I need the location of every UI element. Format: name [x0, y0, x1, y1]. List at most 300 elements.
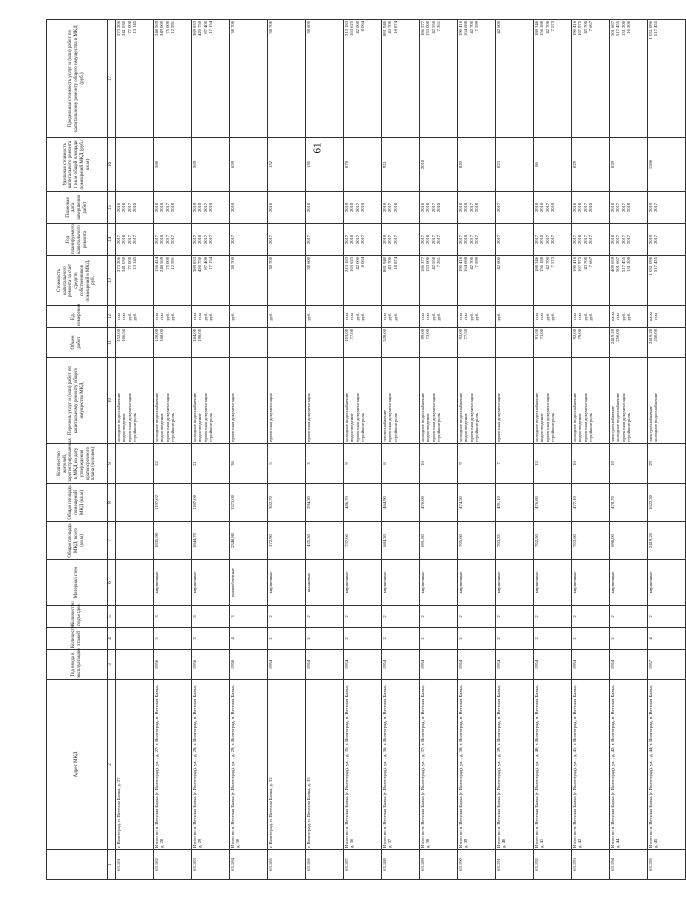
completion-date-line: 2018: [610, 202, 615, 213]
total-area-cell: 435,50: [306, 522, 344, 560]
units-cell: [534, 306, 572, 328]
work-types-line: стройконтроль: [473, 413, 479, 442]
year-built-cell: 1954: [534, 650, 572, 680]
work-types-line: проектная документация: [354, 393, 360, 442]
plan-year-line: 2017: [154, 234, 159, 245]
completion-date-cell: [306, 192, 344, 224]
units-line: п.м: [154, 313, 159, 320]
limit-cost-line: 153 000: [425, 21, 431, 36]
units-line: п.м: [192, 313, 197, 320]
completion-date-line: 2017: [544, 202, 550, 213]
wall-material-cell: кирпичные: [192, 560, 230, 606]
units-line: руб.: [207, 312, 213, 321]
work-types-line: электроснабжение: [648, 405, 653, 442]
address-cell: Итого по п. Веселая Балка (г. Волгоград), ул. , д. 27; г. Волгоград, п. Веселая Балка, д. 28: [154, 680, 192, 850]
limit-cost-line: 389 833: [192, 21, 197, 36]
plan-year-line: 2017: [544, 234, 550, 245]
units-line: п.м: [116, 313, 121, 320]
premises-area-cell: 486,70: [344, 484, 382, 522]
cost-cell: [458, 256, 496, 306]
column-number-17: 17: [108, 20, 116, 138]
work-types-line: водоотведение: [577, 413, 583, 442]
limit-cost-line: 43 700: [387, 21, 393, 34]
table-row: [648, 20, 686, 880]
units-line: п.м: [463, 313, 469, 320]
units-line: руб.: [169, 312, 175, 321]
work-volumes-line: 77,50: [463, 329, 469, 340]
limit-cost-line: 42 700: [544, 21, 550, 34]
column-header-7: Общая площадь МКД, всего (кв.м): [47, 522, 108, 560]
limit-cost-line: 13 145: [131, 21, 137, 34]
row-number-cell: 63.193: [572, 850, 610, 880]
unit-cost-cell: 2010: [420, 138, 458, 192]
cost-cell: [306, 256, 344, 306]
work-types-line: водоотведение: [121, 413, 127, 442]
completion-date-line: 2017: [354, 202, 360, 213]
units-line: п.м: [349, 313, 355, 320]
cost-line: 1 031 096: [648, 257, 653, 276]
column-number-3: 3: [108, 650, 116, 680]
cost-line: 136 414: [154, 257, 159, 272]
total-area-cell: 737,06: [344, 522, 382, 560]
column-header-6: Материал стен: [47, 560, 108, 606]
plan-year-line: 2017: [387, 234, 393, 245]
plan-year-line: 2017: [534, 234, 539, 245]
cost-line: 153 000: [425, 257, 431, 272]
work-types-cell: [572, 358, 610, 444]
work-types-line: проектная документация: [306, 393, 311, 442]
cost-line: 7 261: [435, 257, 441, 268]
plan-year-cell: [230, 224, 268, 256]
floors-cell: 3: [154, 628, 192, 650]
floors-cell: 4: [230, 628, 268, 650]
address-cell: г. Волгоград, п. Веселая Балка, д. 27: [116, 680, 154, 850]
floors-cell: 2: [496, 628, 534, 650]
plan-year-line: 2017: [420, 234, 425, 245]
unit-cost-cell: 823: [496, 138, 534, 192]
work-types-line: стройконтроль: [435, 413, 441, 442]
column-number-2: 2: [108, 680, 116, 850]
address-cell: Итого по п. Веселая Балка (г. Волгоград), ул. , д. 41; г. Волгоград, п. Веселая Балка, д. 42: [572, 680, 610, 850]
completion-date-line: 2018: [534, 202, 539, 213]
year-built-cell: 1957: [648, 650, 686, 680]
cost-line: 42 000: [354, 257, 360, 270]
total-area-cell: 1835,90: [154, 522, 192, 560]
cost-line: 12 591: [169, 257, 175, 270]
limit-cost-cell: [116, 20, 154, 138]
units-line: п.м: [539, 313, 545, 320]
units-cell: [458, 306, 496, 328]
year-built-cell: 1956: [154, 650, 192, 680]
cost-line: 42 700: [544, 257, 550, 270]
premises-area-cell: 1573,00: [230, 484, 268, 522]
row-number-cell: 63.183: [192, 850, 230, 880]
limit-cost-line: 186 377: [420, 21, 425, 36]
table-row: [192, 20, 230, 880]
work-volumes-line: 92,00: [572, 329, 577, 340]
column-number-5: 5: [108, 606, 116, 628]
units-line: руб.: [435, 312, 441, 321]
column-number-13: 13: [108, 256, 116, 306]
work-volumes-line: 152,00: [116, 329, 121, 342]
work-types-line: проектная документация: [268, 393, 273, 442]
units-line: руб.: [387, 312, 393, 321]
work-volumes-cell: [572, 328, 610, 358]
work-types-line: стройконтроль: [169, 413, 175, 442]
unit-cost-cell: 1586: [648, 138, 686, 192]
plan-year-line: 2017: [496, 234, 501, 245]
entrances-cell: 3: [192, 606, 230, 628]
completion-date-cell: [154, 192, 192, 224]
cost-line: 17 154: [207, 257, 213, 270]
limit-cost-line: 163 625: [349, 21, 355, 36]
limit-cost-cell: [534, 20, 572, 138]
address-cell: Итого по п. Веселая Балка (г. Волгоград), ул. , д. 38; г. Волгоград, п. Веселая Балка, д. 39: [458, 680, 496, 850]
completion-date-line: 2018: [192, 202, 197, 213]
limit-cost-cell: [610, 20, 648, 138]
completion-date-line: 2017: [496, 202, 501, 213]
plan-year-line: 2017: [435, 234, 441, 245]
units-cell: [230, 306, 268, 328]
work-types-line: водоотведение: [197, 413, 203, 442]
page-number: 61: [311, 142, 324, 154]
work-types-line: проектная документация: [468, 393, 474, 442]
plan-year-line: 2017: [126, 234, 132, 245]
limit-cost-line: 420 750: [197, 21, 203, 36]
cost-line: 77 000: [126, 257, 132, 270]
plan-year-line: 2018: [539, 234, 545, 245]
units-line: руб.: [230, 312, 235, 321]
limit-cost-line: 17 154: [207, 21, 213, 34]
completion-date-line: 2018: [577, 202, 583, 213]
address-cell: Итого по п. Веселая Балка (г. Волгоград), ул. , д. 40; г. Волгоград, п. Веселая Балка, д. 41: [534, 680, 572, 850]
limit-cost-cell: [230, 20, 268, 138]
wall-material-cell: кирпичные: [154, 560, 192, 606]
table-row: [116, 20, 154, 880]
plan-year-line: 2017: [207, 234, 213, 245]
work-types-line: водоотведение: [539, 413, 545, 442]
total-area-cell: 702,50: [534, 522, 572, 560]
limit-cost-line: 7 573: [549, 21, 555, 32]
units-line: п.м: [615, 313, 621, 320]
units-cell: [496, 306, 534, 328]
floors-cell: 2: [534, 628, 572, 650]
work-types-line: теплоснабжение: [382, 409, 387, 442]
work-volumes-line: 73,00: [539, 329, 545, 340]
work-types-cell: [458, 358, 496, 444]
entrances-cell: 2: [648, 606, 686, 628]
total-area-cell: 372,90: [268, 522, 306, 560]
cost-line: 248 569: [159, 257, 165, 272]
limit-cost-line: 38 700: [230, 21, 235, 34]
wall-material-cell: кирпичные: [572, 560, 610, 606]
limit-cost-line: 75 000: [164, 21, 170, 34]
cost-line: 38 700: [268, 257, 273, 270]
units-line: руб.: [126, 312, 132, 321]
units-line: п.м: [653, 313, 659, 320]
plan-year-cell: [268, 224, 306, 256]
wall-material-cell: шлаковые: [306, 560, 344, 606]
cost-line: 18 874: [392, 257, 398, 270]
cost-line: 190 416: [572, 257, 577, 272]
work-volumes-line: 99,00: [420, 329, 425, 340]
floors-cell: [116, 628, 154, 650]
residents-cell: 21: [192, 444, 230, 484]
plan-year-line: 2017: [344, 234, 349, 245]
table-row: [344, 20, 382, 880]
work-types-line: водоотведение: [349, 413, 355, 442]
residents-cell: 10: [572, 444, 610, 484]
entrances-cell: 2: [610, 606, 648, 628]
work-types-line: стройконтроль: [587, 413, 593, 442]
plan-year-line: 2017: [202, 234, 208, 245]
entrances-cell: 2: [534, 606, 572, 628]
residents-cell: 3: [306, 444, 344, 484]
cost-line: 420 750: [197, 257, 203, 272]
plan-year-line: 2017: [582, 234, 588, 245]
work-volumes-line: 72,00: [425, 329, 431, 340]
plan-year-cell: [116, 224, 154, 256]
work-types-line: стройконтроль: [392, 413, 398, 442]
wall-material-cell: кирпичные: [458, 560, 496, 606]
limit-cost-line: 77 000: [126, 21, 132, 34]
premises-area-cell: 474,50: [458, 484, 496, 522]
residents-cell: 36: [230, 444, 268, 484]
row-number-cell: 63.189: [420, 850, 458, 880]
work-types-line: проектная документация: [126, 393, 132, 442]
work-volumes-line: 79,00: [577, 329, 583, 340]
completion-date-cell: [534, 192, 572, 224]
cost-line: 881 940: [382, 257, 387, 272]
plan-year-line: 2017: [230, 234, 235, 245]
cost-line: 7 573: [549, 257, 555, 268]
limit-cost-line: 167 975: [577, 21, 583, 36]
unit-cost-cell: 878: [344, 138, 382, 192]
work-volumes-cell: [610, 328, 648, 358]
work-types-line: водоотведение: [159, 413, 165, 442]
year-built-cell: 1954: [496, 650, 534, 680]
work-volumes-cell: [648, 328, 686, 358]
unit-cost-cell: 569: [192, 138, 230, 192]
work-types-line: холодное водоснабжение: [116, 392, 121, 442]
completion-date-line: 2018: [131, 202, 137, 213]
plan-year-cell: [192, 224, 230, 256]
plan-year-line: 2018: [577, 234, 583, 245]
limit-cost-cell: [268, 20, 306, 138]
wall-material-cell: кирпичные: [534, 560, 572, 606]
cost-line: 38 700: [230, 257, 235, 270]
limit-cost-line: 188 346: [534, 21, 539, 36]
limit-cost-line: 7 667: [587, 21, 593, 32]
premises-area-cell: 478,70: [610, 484, 648, 522]
units-line: руб.: [549, 312, 555, 321]
unit-cost-cell: 588: [154, 138, 192, 192]
completion-date-cell: [192, 192, 230, 224]
work-types-line: стройконтроль: [131, 413, 137, 442]
premises-area-cell: 476,80: [534, 484, 572, 522]
limit-cost-cell: [648, 20, 686, 138]
plan-year-cell: [306, 224, 344, 256]
limit-cost-line: 248 569: [154, 21, 159, 36]
plan-year-line: 2017: [468, 234, 474, 245]
limit-cost-cell: [420, 20, 458, 138]
wall-material-cell: шлакоблочные: [230, 560, 268, 606]
column-header-1: [47, 850, 108, 880]
work-types-line: холодное водоснабжение: [572, 392, 577, 442]
address-cell: Итого по п. Веселая Балка (г. Волгоград), ул. , д. 36; г. Волгоград, п. Веселая Балка, д. 37: [382, 680, 420, 850]
work-types-line: проектная документация: [496, 393, 501, 442]
address-cell: г. Волгоград, п. Веселая Балка, д. 35: [306, 680, 344, 850]
table-row: [268, 20, 306, 880]
plan-year-line: 2017: [587, 234, 593, 245]
work-types-line: холодное водоснабжение: [653, 392, 659, 442]
cost-line: 164 688: [463, 257, 469, 272]
address-cell: Итого по п. Веселая Балка (г. Волгоград), ул. , д. 29; г. Волгоград, п. Веселая Балка, д. 30: [230, 680, 268, 850]
floors-cell: 2: [572, 628, 610, 650]
address-cell: Итого по п. Веселая Балка (г. Волгоград), ул. , д. 44; г. Волгоград, п. Веселая Балка, д. 45: [648, 680, 686, 850]
completion-date-line: 2017: [615, 202, 621, 213]
plan-year-line: 2018: [382, 234, 387, 245]
units-cell: [648, 306, 686, 328]
completion-date-line: 2018: [392, 202, 398, 213]
row-number-cell: 63.186: [306, 850, 344, 880]
limit-cost-line: 190 416: [572, 21, 577, 36]
plan-year-cell: [572, 224, 610, 256]
column-header-16: Удельная стоимость капитального ремонта 1 кв.м общей площади помещений МКД (руб./кв.м): [47, 138, 108, 192]
table-row: [382, 20, 420, 880]
work-types-cell: [154, 358, 192, 444]
cost-cell: [344, 256, 382, 306]
cost-line: 75 000: [164, 257, 170, 270]
entrances-cell: 2: [382, 606, 420, 628]
work-volumes-cell: [230, 328, 268, 358]
limit-cost-line: 190 416: [458, 21, 463, 36]
plan-year-line: 2017: [131, 234, 137, 245]
completion-date-line: 2017: [202, 202, 208, 213]
work-types-line: проектная документация: [202, 393, 208, 442]
units-line: п.м: [420, 313, 425, 320]
plan-year-line: 2017: [116, 234, 121, 245]
floors-cell: 2: [382, 628, 420, 650]
year-built-cell: 1954: [458, 650, 496, 680]
work-types-line: проектная документация: [430, 393, 436, 442]
cost-cell: [154, 256, 192, 306]
completion-date-cell: [344, 192, 382, 224]
year-built-cell: 1954: [382, 650, 420, 680]
premises-area-cell: 1622,30: [648, 484, 686, 522]
header-row: [47, 20, 108, 880]
column-header-13: Стоимость капитального ремонта за счет средств собственников помещений в МКД, руб.: [47, 256, 108, 306]
completion-date-line: 2018: [435, 202, 441, 213]
units-line: руб.: [582, 312, 588, 321]
total-area-cell: [116, 522, 154, 560]
entrances-cell: 2: [344, 606, 382, 628]
total-area-cell: 698,00: [610, 522, 648, 560]
floors-cell: 2: [268, 628, 306, 650]
work-types-line: холодное водоснабжение: [458, 392, 463, 442]
cost-line: 156 188: [539, 257, 545, 272]
cost-line: 389 833: [192, 257, 197, 272]
limit-cost-line: 349 000: [159, 21, 165, 36]
plan-year-cell: [648, 224, 686, 256]
entrances-cell: 2: [572, 606, 610, 628]
column-header-8: Общая площадь помещений МКД (кв.м): [47, 484, 108, 522]
row-number-cell: 63.194: [610, 850, 648, 880]
units-line: п.м: [382, 313, 387, 320]
address-cell: Итого по п. Веселая Балка (г. Волгоград), ул. , д. 35; г. Волгоград, п. Веселая Балка, д. 36: [344, 680, 382, 850]
row-number-cell: 63.187: [344, 850, 382, 880]
column-number-7: 7: [108, 522, 116, 560]
plan-year-cell: [344, 224, 382, 256]
entrances-cell: [116, 606, 154, 628]
total-area-cell: 703,35: [496, 522, 534, 560]
cost-line: 190 416: [458, 257, 463, 272]
row-number-cell: 63.181: [116, 850, 154, 880]
residents-cell: 5: [268, 444, 306, 484]
residents-cell: 13: [534, 444, 572, 484]
year-built-cell: 1954: [306, 650, 344, 680]
total-area-cell: 1844,70: [192, 522, 230, 560]
plan-year-line: 2017: [392, 234, 398, 245]
work-volumes-cell: [268, 328, 306, 358]
work-volumes-cell: [420, 328, 458, 358]
table-row: [306, 20, 344, 880]
units-cell: [154, 306, 192, 328]
units-line: руб.: [131, 312, 137, 321]
limit-cost-line: 8 064: [359, 21, 365, 32]
premises-area-cell: 464,90: [382, 484, 420, 522]
plan-year-line: 2017: [615, 234, 621, 245]
plan-year-line: 2017: [549, 234, 555, 245]
limit-cost-cell: [496, 20, 534, 138]
units-line: кв.м: [610, 312, 615, 321]
completion-date-cell: [648, 192, 686, 224]
units-cell: [116, 306, 154, 328]
row-number-cell: 63.191: [496, 850, 534, 880]
cost-line: 409 659: [610, 257, 615, 272]
table-row: [610, 20, 648, 880]
cost-line: 87 400: [202, 257, 208, 270]
premises-area-cell: 1197,02: [154, 484, 192, 522]
column-number-14: 14: [108, 224, 116, 256]
residents-cell: 8: [382, 444, 420, 484]
register-table-container: [46, 20, 659, 880]
cost-line: 38 600: [306, 257, 311, 270]
column-number-6: 6: [108, 560, 116, 606]
units-line: п.м: [159, 313, 165, 320]
limit-cost-cell: [458, 20, 496, 138]
work-types-cell: [496, 358, 534, 444]
plan-year-line: 2017: [359, 234, 365, 245]
work-types-line: холодное водоснабжение: [192, 392, 197, 442]
completion-date-line: 2018: [648, 202, 653, 213]
wall-material-cell: кирпичные: [268, 560, 306, 606]
completion-date-line: 2018: [473, 202, 479, 213]
total-area-cell: 684,30: [382, 522, 420, 560]
wall-material-cell: кирпичные: [610, 560, 648, 606]
units-cell: [420, 306, 458, 328]
work-volumes-line: 2419,20: [648, 329, 653, 344]
floors-cell: 2: [344, 628, 382, 650]
column-header-11: Объем работ: [47, 328, 108, 358]
cost-line: 341 030: [121, 257, 127, 272]
units-line: п.м: [121, 313, 127, 320]
plan-year-line: 2017: [458, 234, 463, 245]
cost-line: 186 377: [420, 257, 425, 272]
cost-cell: [610, 256, 648, 306]
plan-year-line: 2018: [121, 234, 127, 245]
plan-year-cell: [382, 224, 420, 256]
